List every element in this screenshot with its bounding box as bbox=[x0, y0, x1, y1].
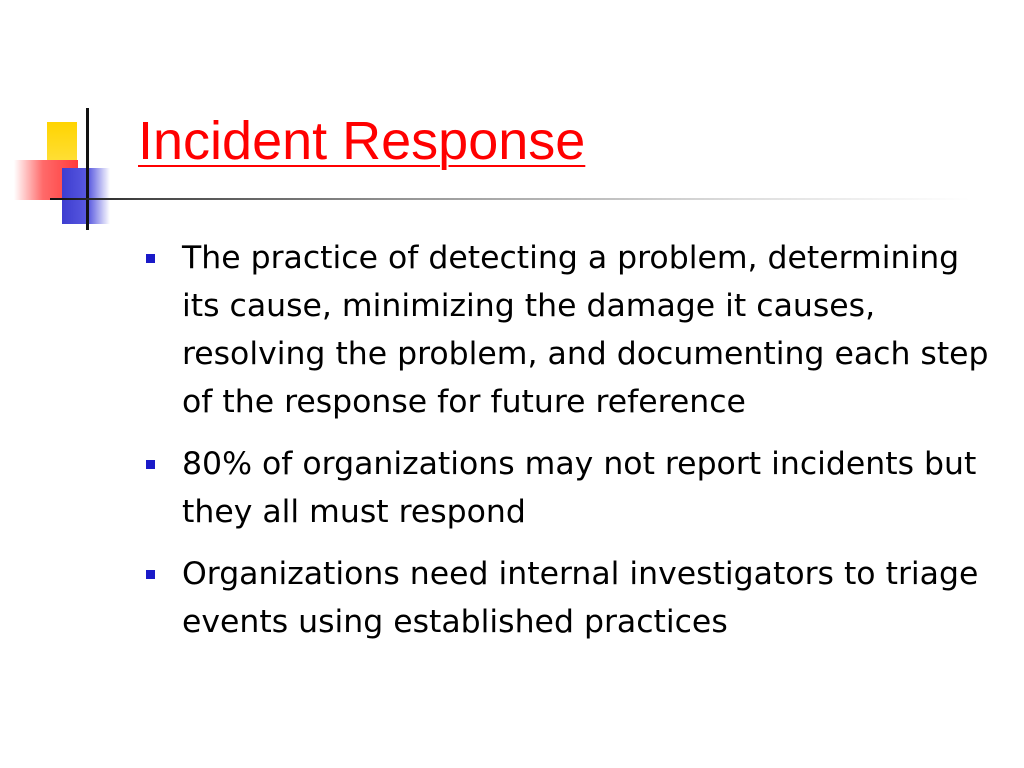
bullet-item bbox=[140, 550, 1000, 646]
bullet-text: The practice of detecting a problem, determining its cause, minimizing the damage it causes, resolving the problem, and documenting each step of the response for future reference bbox=[182, 240, 989, 420]
square-bullet-icon bbox=[146, 570, 155, 579]
bullet-item bbox=[140, 234, 1000, 426]
bullet-text: Organizations need internal investigators to triage events using established practices bbox=[182, 556, 979, 640]
square-bullet-icon bbox=[146, 460, 155, 469]
slide-title: Incident Response bbox=[138, 111, 586, 171]
ornament-vertical-line bbox=[86, 108, 89, 230]
bullet-text: 80% of organizations may not report incidents but they all must respond bbox=[182, 446, 977, 530]
square-bullet-icon bbox=[146, 254, 155, 263]
title-divider-line bbox=[50, 198, 970, 200]
bullet-item bbox=[140, 440, 1000, 536]
bullet-list bbox=[140, 234, 1000, 660]
